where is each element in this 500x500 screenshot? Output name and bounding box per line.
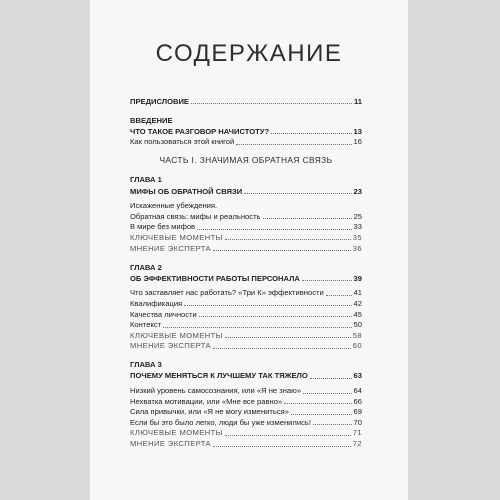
toc-entry-text: Квалификация [130,298,183,308]
toc-entry-page: 58 [352,330,362,340]
toc-entry-text: Качества личности [130,309,197,319]
toc-entry-text: Что заставляет нас работать? «Три К» эффективности [130,288,324,298]
toc-entry[interactable] [130,137,362,148]
toc-entry-page: 35 [352,232,362,242]
toc-entry-page: 70 [353,417,362,427]
toc-entry[interactable] [130,417,362,428]
part-heading: ЧАСТЬ I. ЗНАЧИМАЯ ОБРАТНАЯ СВЯЗЬ [159,155,333,166]
toc-entry-text: В мире без мифов [130,222,196,232]
dot-leader [191,103,352,104]
toc-entry[interactable] [130,211,362,222]
chapter-title-entry[interactable] [130,186,362,197]
toc-entry-page: 66 [353,396,362,406]
toc-entry-page: 72 [352,439,362,449]
intro-label: ВВЕДЕНИЕ [130,115,173,125]
toc-entry-text: ПРЕДИСЛОВИЕ [130,96,189,106]
toc-entry-expert-opinion[interactable] [130,341,362,352]
dot-leader [271,133,351,134]
toc-entry-text: МИФЫ ОБ ОБРАТНОЙ СВЯЗИ [130,186,243,196]
dot-leader [213,348,351,349]
toc-entry-text: ОБ ЭФФЕКТИВНОСТИ РАБОТЫ ПЕРСОНАЛА [130,273,300,283]
dot-leader [310,378,352,379]
toc-entry-text: МНЕНИЕ ЭКСПЕРТА [130,243,211,253]
toc-entry-text: Искаженные убеждения. [130,201,218,211]
toc-entry-key-points[interactable] [130,428,362,439]
toc-entry-page: 60 [352,341,362,351]
toc-entry-page: 69 [353,407,362,417]
toc-entry-text: Обратная связь: мифы и реальность [130,211,261,221]
toc-entry[interactable] [130,222,362,233]
toc-entry-expert-opinion[interactable] [130,243,362,254]
dot-leader [303,393,351,394]
toc-entry-page: 50 [353,320,362,330]
dot-leader [213,446,351,447]
toc-entry-text: Низкий уровень самосознания, или «Я не знаю» [130,386,302,396]
dot-leader [163,327,351,328]
toc-entry-page: 23 [353,186,362,196]
toc-entry-page: 41 [353,288,362,298]
toc-entry-page: 25 [353,211,362,221]
toc-entry-intro[interactable] [130,126,362,137]
toc-entry-page: 71 [352,428,362,438]
toc-entry[interactable] [130,385,362,396]
book-page [90,0,408,500]
toc-entry-preface[interactable] [130,96,362,107]
chapter-title-entry[interactable] [130,273,362,284]
chapter-label: ГЛАВА 1 [130,175,162,185]
toc-entry-text: МНЕНИЕ ЭКСПЕРТА [130,439,211,449]
dot-leader [199,316,352,317]
toc-entry[interactable] [130,201,362,212]
dot-leader [236,144,351,145]
toc-entry-page: 42 [353,298,362,308]
toc-entry[interactable] [130,407,362,418]
toc-entry-text: Нехватка мотивации, или «Мне все равно» [130,396,283,406]
chapter-label: ГЛАВА 3 [130,360,162,370]
dot-leader [263,218,352,219]
dot-leader [284,403,351,404]
toc-entry-text: КЛЮЧЕВЫЕ МОМЕНТЫ [130,428,223,438]
toc-entry-page: 63 [353,371,362,381]
dot-leader [197,229,351,230]
toc-entry-text: КЛЮЧЕВЫЕ МОМЕНТЫ [130,232,223,242]
toc-entry[interactable] [130,396,362,407]
dot-leader [184,305,351,306]
toc-entry-text: Как пользоваться этой книгой [130,137,235,147]
toc-entry-page: 33 [353,222,362,232]
chapter-label: ГЛАВА 2 [130,262,162,272]
dot-leader [313,424,352,425]
toc-entry[interactable] [130,288,362,299]
dot-leader [213,250,351,251]
toc-entry-text: Контекст [130,320,162,330]
dot-leader [225,435,351,436]
toc-entry-text: ЧТО ТАКОЕ РАЗГОВОР НАЧИСТОТУ? [130,126,270,136]
toc-entry-text: Сила привычки, или «Я не могу измениться» [130,407,289,417]
toc-entry-page: 39 [353,273,362,283]
page-title: СОДЕРЖАНИЕ [155,40,343,67]
toc-entry[interactable] [130,298,362,309]
toc-entry-text: КЛЮЧЕВЫЕ МОМЕНТЫ [130,330,223,340]
toc-entry-page: 11 [353,96,362,106]
dot-leader [326,295,352,296]
toc-entry-page: 13 [353,126,362,136]
toc-entry-expert-opinion[interactable] [130,438,362,449]
toc-entry-key-points[interactable] [130,330,362,341]
dot-leader [225,337,351,338]
toc-entry[interactable] [130,309,362,320]
toc-entry-page: 64 [353,386,362,396]
toc-entry-key-points[interactable] [130,232,362,243]
toc-entry-text: МНЕНИЕ ЭКСПЕРТА [130,341,211,351]
toc-entry-page: 16 [353,137,362,147]
dot-leader [291,414,352,415]
table-of-contents [130,96,362,449]
toc-entry-text: Если бы это было легко, люди бы уже изменились! [130,417,311,427]
dot-leader [244,193,351,194]
chapter-title-entry[interactable] [130,371,362,382]
dot-leader [302,280,352,281]
dot-leader [225,239,351,240]
toc-entry-page: 36 [352,243,362,253]
toc-entry-page: 45 [353,309,362,319]
toc-entry[interactable] [130,320,362,331]
toc-entry-text: ПОЧЕМУ МЕНЯТЬСЯ К ЛУЧШЕМУ ТАК ТЯЖЕЛО [130,371,308,381]
